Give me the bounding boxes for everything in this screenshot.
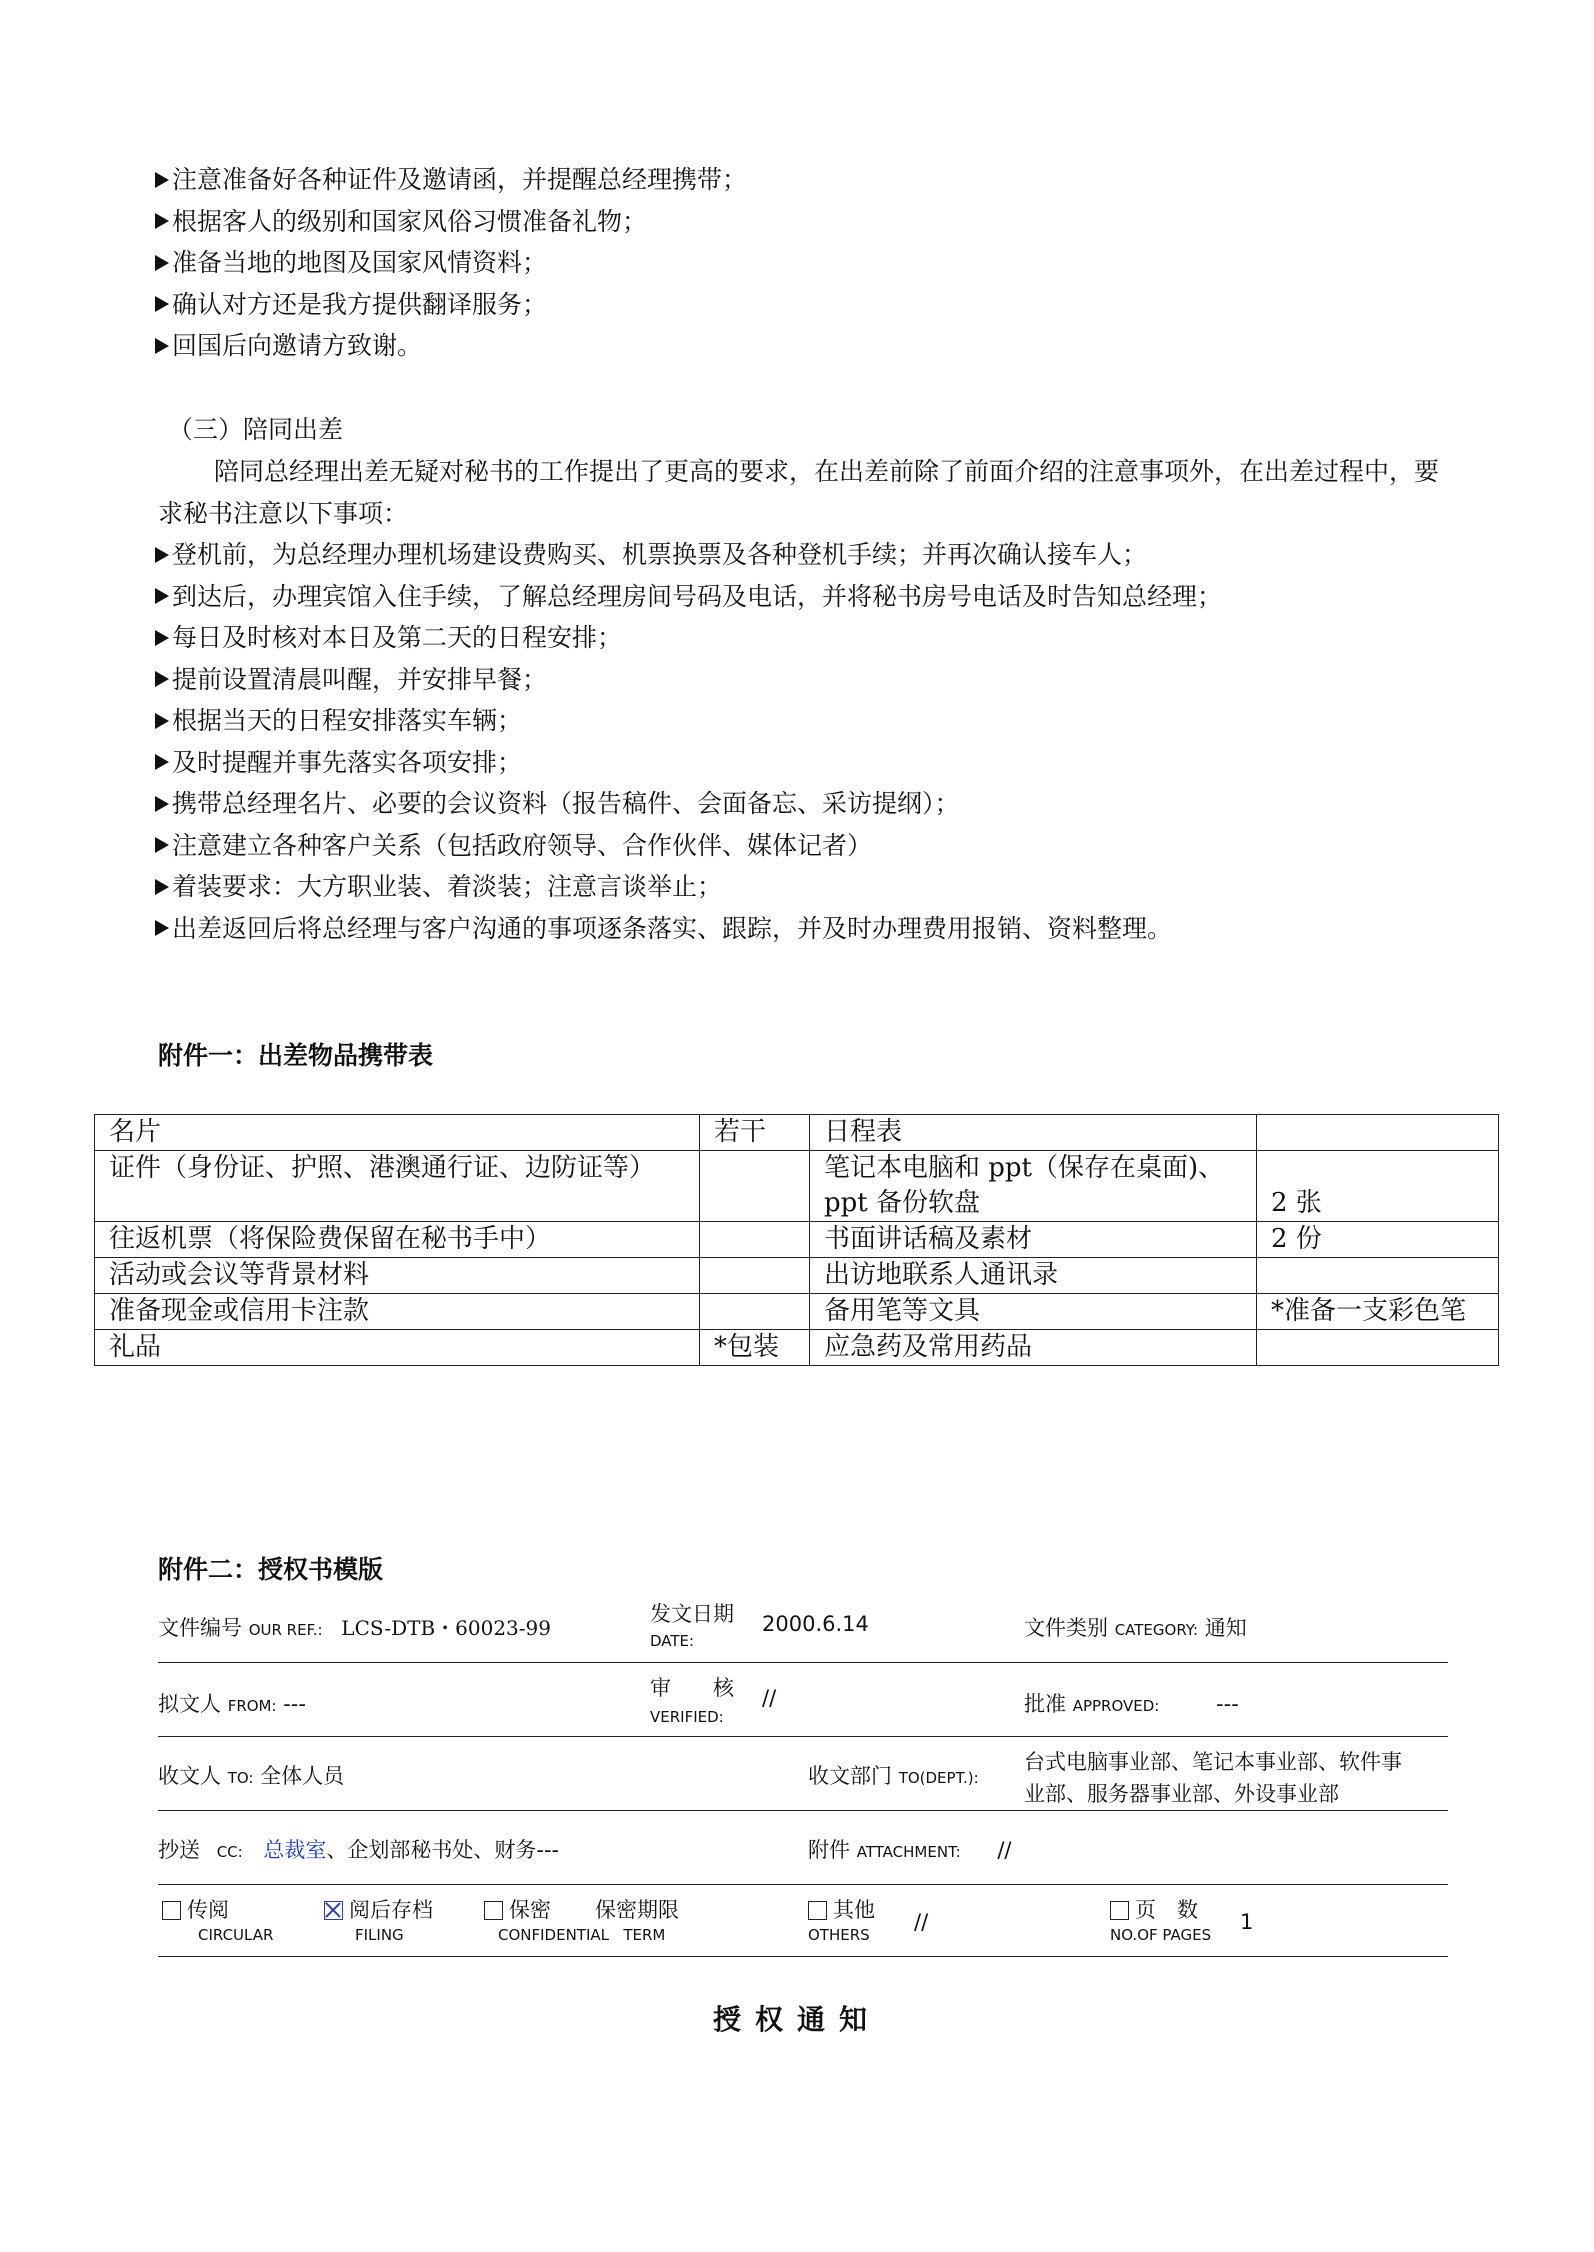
checkbox-icon[interactable]: [808, 1901, 827, 1920]
table-cell: 2 张: [1257, 1151, 1499, 1222]
others-option[interactable]: 其他: [808, 1894, 875, 1924]
circular-option[interactable]: 传阅: [162, 1894, 229, 1924]
ref-field: 文件编号 OUR REF.: LCS-DTB・60023-99: [158, 1616, 551, 1640]
table-cell: 礼品: [95, 1330, 700, 1366]
todept-value-1: 台式电脑事业部、笔记本事业部、软件事: [1024, 1750, 1402, 1774]
table-cell: 2 份: [1257, 1222, 1499, 1258]
section-paragraph: 陪同总经理出差无疑对秘书的工作提出了更高的要求，在出差前除了前面介绍的注意事项外，在出差过程中，要求秘书注意以下事项：: [158, 457, 1440, 528]
table-cell: 证件（身份证、护照、港澳通行证、边防证等）: [95, 1151, 700, 1222]
table-cell: 书面讲话稿及素材: [810, 1222, 1257, 1258]
todept-field: 收文部门 TO(DEPT.):: [808, 1764, 979, 1788]
todept-value-2: 业部、服务器事业部、外设事业部: [1024, 1782, 1339, 1806]
table-cell: *准备一支彩色笔: [1257, 1294, 1499, 1330]
table-cell: 往返机票（将保险费保留在秘书手中）: [95, 1222, 700, 1258]
list-item: 提前设置清晨叫醒，并安排早餐；: [155, 659, 1222, 701]
list-item: 到达后，办理宾馆入住手续，了解总经理房间号码及电话，并将秘书房号电话及时告知总经理；: [155, 576, 1222, 618]
list-item: 携带总经理名片、必要的会议资料（报告稿件、会面备忘、采访提纲）；: [155, 783, 1222, 825]
table-cell: 日程表: [810, 1115, 1257, 1151]
verified-value: //: [762, 1686, 777, 1710]
list-item: 着装要求：大方职业装、着淡装；注意言谈举止；: [155, 866, 1222, 908]
table-cell: 笔记本电脑和 ppt（保存在桌面)、 ppt 备份软盘: [810, 1151, 1257, 1222]
filing-option[interactable]: 阅后存档: [324, 1894, 433, 1924]
confidential-option[interactable]: 保密: [484, 1894, 551, 1924]
from-field: 拟文人 FROM: ---: [158, 1692, 306, 1716]
section-heading: （三）陪同出差: [168, 415, 344, 444]
date-value: 2000.6.14: [762, 1612, 869, 1636]
notice-title: 授权通知: [712, 2003, 881, 2036]
list-item: 注意准备好各种证件及邀请函，并提醒总经理携带；: [155, 159, 747, 201]
to-field: 收文人 TO: 全体人员: [158, 1764, 345, 1788]
pages-option[interactable]: 页 数: [1110, 1894, 1198, 1924]
others-en: OTHERS: [808, 1926, 870, 1944]
list-item: 准备当地的地图及国家风情资料；: [155, 242, 747, 284]
verified-label: 审 核: [650, 1676, 734, 1700]
list-item: 每日及时核对本日及第二天的日程安排；: [155, 617, 1222, 659]
pages-value: 1: [1240, 1910, 1254, 1934]
list-item: 回国后向邀请方致谢。: [155, 325, 747, 367]
list-item: 注意建立各种客户关系（包括政府领导、合作伙伴、媒体记者）: [155, 825, 1222, 867]
list-item: 及时提醒并事先落实各项安排；: [155, 742, 1222, 784]
list-item: 根据当天的日程安排落实车辆；: [155, 700, 1222, 742]
date-label-en: DATE:: [650, 1632, 695, 1650]
divider: [158, 1662, 1448, 1663]
table-cell: *包装: [700, 1330, 810, 1366]
table-cell: 出访地联系人通讯录: [810, 1258, 1257, 1294]
approved-field: 批准 APPROVED: ---: [1024, 1692, 1239, 1716]
checked-checkbox-icon[interactable]: [324, 1901, 343, 1920]
table-cell: 活动或会议等背景材料: [95, 1258, 700, 1294]
checkbox-icon[interactable]: [162, 1901, 181, 1920]
list-item: 根据客人的级别和国家风俗习惯准备礼物；: [155, 201, 747, 243]
divider: [158, 1810, 1448, 1811]
category-field: 文件类别 CATEGORY: 通知: [1024, 1616, 1247, 1640]
attachment-field: 附件 ATTACHMENT: //: [808, 1838, 1012, 1862]
checkbox-icon[interactable]: [1110, 1901, 1129, 1920]
divider: [158, 1736, 1448, 1737]
divider: [158, 1956, 1448, 1957]
filing-en: FILING: [355, 1926, 404, 1944]
verified-label-en: VERIFIED:: [650, 1708, 724, 1726]
term-label: 保密期限: [595, 1898, 679, 1922]
date-label: 发文日期: [650, 1602, 734, 1626]
others-value: //: [914, 1910, 929, 1934]
checkbox-icon[interactable]: [484, 1901, 503, 1920]
table-cell: 名片: [95, 1115, 700, 1151]
pages-en: NO.OF PAGES: [1110, 1926, 1212, 1944]
table-cell: 备用笔等文具: [810, 1294, 1257, 1330]
attachment2-title: 附件二：授权书模版: [158, 1555, 384, 1584]
attachment1-title: 附件一：出差物品携带表: [158, 1041, 434, 1070]
list-item: 确认对方还是我方提供翻译服务；: [155, 284, 747, 326]
list-item: 出差返回后将总经理与客户沟通的事项逐条落实、跟踪，并及时办理费用报销、资料整理。: [155, 908, 1222, 950]
confidential-en: CONFIDENTIAL TERM: [498, 1926, 666, 1944]
cc-field: 抄送 CC: 总裁室、企划部秘书处、财务---: [158, 1838, 560, 1862]
circular-en: CIRCULAR: [198, 1926, 274, 1944]
table-cell: 准备现金或信用卡注款: [95, 1294, 700, 1330]
table-cell: 若干: [700, 1115, 810, 1151]
table-cell: 应急药及常用药品: [810, 1330, 1257, 1366]
divider: [158, 1884, 1448, 1885]
list-item: 登机前，为总经理办理机场建设费购买、机票换票及各种登机手续；并再次确认接车人；: [155, 534, 1222, 576]
